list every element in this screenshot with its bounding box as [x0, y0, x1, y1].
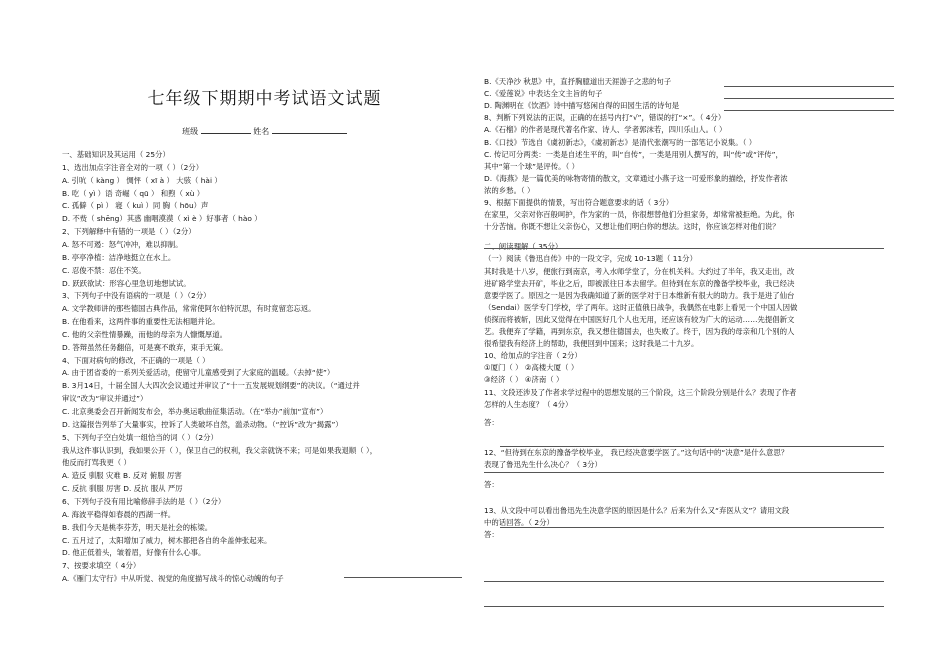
right-line: 十分苦恼。你既不想让父亲伤心，又想让他们明白你的想法。这时，你应该怎样对他们说？: [484, 222, 780, 232]
right-line: 进矿路学堂去开矿，毕业之后，即被派往日本去留学。但待到在东京的豫备学校毕业，我已经决: [484, 278, 795, 288]
left-line: 一、基础知识及其运用（ 25分）: [62, 150, 170, 159]
right-line: C. 传记可分两类：一类是自述生平的，叫“自传”，一类是用别人撰写的，叫“传”或“评传”，: [484, 149, 783, 159]
left-line: D. 他正低着头，皱着眉，好像有什么心事。: [62, 548, 206, 558]
left-line: B. 在他看来，这两件事的重要性无法相题并论。: [62, 317, 220, 327]
answer-line[interactable]: [484, 606, 884, 607]
left-line: A. 引吭（ kàng ） 惆怦（ xī à ） 大骇（ hài ）: [62, 175, 222, 185]
left-line: A. 由于团省委的一系列关爱活动，使留守儿童感受到了大家庭的温暖。（去掉“使”）: [62, 368, 335, 378]
right-line: 意要学医了。原因之一是因为我确知道了新的医学对于日本维新有很大的助力。我于是进了仙台: [484, 290, 795, 300]
left-line: 我从这件事认识到，我如果公开（ ），保卫自己的权利，我父亲就饶不来；可是如果我退顺（ ），: [62, 445, 378, 455]
right-line: 12、“但待到在东京的豫备学校毕业， 我已经决意要学医了。”这句话中的“决意”是什么意思？: [484, 447, 789, 457]
left-line: 5、下列句子空白处填一组恰当的词（ ）（2分）: [62, 432, 218, 442]
left-line: 审议”改为“审议并通过”）: [62, 394, 148, 404]
left-line: C. 北京奥委会召开新闻发布会，举办奥运歌曲征集活动。（在“举办”前加“宣布”）: [62, 407, 328, 416]
answer-line[interactable]: [484, 248, 884, 249]
right-line: 11、文段还涉及了作者求学过程中的思想发展的三个阶段，这三个阶段分别是什么？表现了作者: [484, 387, 797, 397]
right-line: 艺。我便弃了学籍，再到东京，我又想住德国去，也失败了。终于，因为我的母亲和几个别的人: [484, 327, 795, 336]
left-line: D. 跃跃欲试：形容心里急切地想试试。: [62, 278, 191, 288]
right-line: 答：: [484, 417, 499, 427]
right-line: 答：: [484, 480, 499, 489]
left-line: 4、下面对病句的修改，不正确的一项是（ ）: [62, 355, 210, 365]
left-line: A. 文学教师讲的那些德国古典作品，常常使阿尔伯特沉思，有时竟留恋忘返。: [62, 304, 316, 314]
class-blank[interactable]: [201, 125, 251, 134]
answer-line[interactable]: [344, 577, 462, 578]
right-line: ①厦门（ ） ②高楼大厦（ ）: [484, 363, 579, 373]
left-line: 7、按要求填空（ 4分）: [62, 561, 141, 571]
right-line: 10、给加点的字注音（ 2分）: [484, 351, 582, 361]
right-line: D. 陶渊明在《饮酒》诗中描写悠闲自得的田园生活的诗句是: [484, 101, 680, 111]
right-line: 8、判断下列说法的正误，正确的在括号内打“√”，错误的打“×”。（ 4分）: [484, 113, 726, 123]
left-line: 2、下列解释中有错的一项是（ ）（2分）: [62, 227, 196, 237]
right-line: 其中“第一个球”是评传。（ ）: [484, 161, 579, 171]
left-line: A. 造反 驯服 灾难 B. 反对 俯服 厉害: [62, 471, 182, 481]
answer-line[interactable]: [500, 527, 884, 528]
name-blank[interactable]: [272, 125, 347, 134]
left-line: C. 反抗 驯服 厉害 D. 反抗 服从 严厉: [62, 484, 183, 494]
left-line: B. 3月14日，十届全国人大四次会议通过并审议了“十一五发展规划纲要”的决议。（“通过并: [62, 381, 360, 391]
right-line: 在家里，父亲对你百般呵护，作为家的一员，你很想替他们分担家务，却常常被拒绝。为此，你: [484, 210, 795, 220]
left-line: D. 不赀（ shēng）其惑 幽咽漠漠（ xì è ）好事者（ hào ）: [62, 214, 262, 224]
left-line: 他反而打骂我更（ ）: [62, 458, 131, 468]
right-line: C.《爱莲说》中表达全文主旨的句子: [484, 89, 603, 99]
right-line: 侦探而将被斩，因此又觉得在中国医好几个人也无用，还应该有较为广大的运动……先提倡新文: [484, 314, 795, 324]
right-line: 很希望我有经济上的帮助，我便回到中国来；这时我是二十九岁。: [484, 339, 699, 349]
left-line: B. 吃（ yì ）语 奇崛（ qū ） 和煦（ xù ）: [62, 188, 205, 198]
right-line: 怎样的人生态度？（ 4分）: [484, 399, 573, 409]
left-line: C. 孤僻（ pì ） 寝（ kuì ）同 胸（ hōu）声: [62, 201, 209, 211]
left-line: A. 怒不可遏：怒气冲冲，难以抑制。: [62, 239, 183, 249]
left-line: C. 忍俊不禁：忍住不笑。: [62, 265, 146, 275]
right-line: 9、根据下面提供的情景，写出符合题意要求的话（ 3分）: [484, 198, 674, 207]
left-line: A.《雁门太守行》中从听觉、视觉的角度描写战斗的惊心动魄的句子: [62, 574, 284, 584]
left-line: A. 海波平稳得如春晨的西湖一样。: [62, 509, 176, 519]
left-line: C. 五月过了，太阳增加了威力，树木都把各自的伞盖伸张起来。: [62, 535, 272, 545]
name-label: 姓名: [253, 127, 270, 136]
left-line: B. 我们今天是桃李芬芳，明天是社会的栋梁。: [62, 522, 213, 532]
right-line: A.《石榴》的作者是现代著名作家、诗人、学者郭沫若，四川乐山人。（ ）: [484, 125, 727, 135]
left-line: 3、下列句子中没有语病的一项是（ ）（2分）: [62, 291, 211, 301]
answer-line[interactable]: [500, 446, 884, 447]
right-line: 中的话回答。（ 2分）: [484, 518, 554, 528]
right-line: B.《天净沙 秋思》中，直抒胸臆道出天涯游子之悲的句子: [484, 77, 672, 86]
left-line: D. 这篇报告列举了大量事实，控诉了人类破坏自然，滥杀动物。（“控诉”改为“揭露”）: [62, 419, 343, 429]
left-line: B. 亭亭净植：洁净地挺立在水上。: [62, 252, 176, 262]
left-line: C. 他的父亲性情暴躁，而他的母亲为人慷慨厚道。: [62, 329, 228, 339]
answer-line[interactable]: [724, 86, 894, 87]
left-line: 6、下列句子没有用比喻修辞手法的是（ ）（2分）: [62, 496, 226, 506]
right-line: D.《海燕》是一篇优美的咏物寄情的散文，文章通过小燕子这一可爱形象的描绘，抒发作者浓: [484, 173, 788, 183]
page-title: 七年级下期期中考试语文试题: [147, 89, 382, 109]
right-line: 其时我是十八岁，便旅行到南京，考入水师学堂了，分在机关科。大约过了半年，我又走出，改: [484, 266, 795, 276]
right-line: 表现了鲁迅先生什么决心？（ 3分）: [484, 459, 602, 469]
right-line: 浓的乡愁。（ ）: [484, 185, 535, 195]
name-row: [62, 125, 467, 137]
answer-line[interactable]: [484, 472, 884, 473]
right-line: （一）阅读《鲁迅自传》中的一段文字，完成 10-13题（ 11分）: [484, 254, 697, 264]
answer-line[interactable]: [724, 110, 894, 111]
right-line: ③经济（ ） ④济南（ ）: [484, 375, 564, 385]
left-line: D. 答辩虽然任务翻倍，可是赛不敢弃，束手无策。: [62, 342, 228, 352]
left-line: 1、选出加点字注音全对的一项（ ）（2分）: [62, 162, 204, 172]
right-line: 二、阅读理解（ 35分）: [484, 242, 563, 252]
right-line: 13、从文段中可以看出鲁迅先生决意学医的原因是什么？后来为什么又“弃医从文”？请用文段: [484, 506, 790, 516]
class-label: 班级: [182, 127, 199, 136]
right-line: 答：: [484, 530, 499, 540]
answer-line[interactable]: [484, 581, 884, 582]
right-line: （Sendai）医学专门学校，学了两年。这时正值俄日战争，我偶然在电影上看见一个中国人因做: [484, 302, 798, 312]
right-line: B.《口技》节选自《虞初新志》，《虞初新志》是清代张潮写的一部笔记小说集。（ ）: [484, 137, 757, 147]
answer-line[interactable]: [724, 98, 894, 99]
